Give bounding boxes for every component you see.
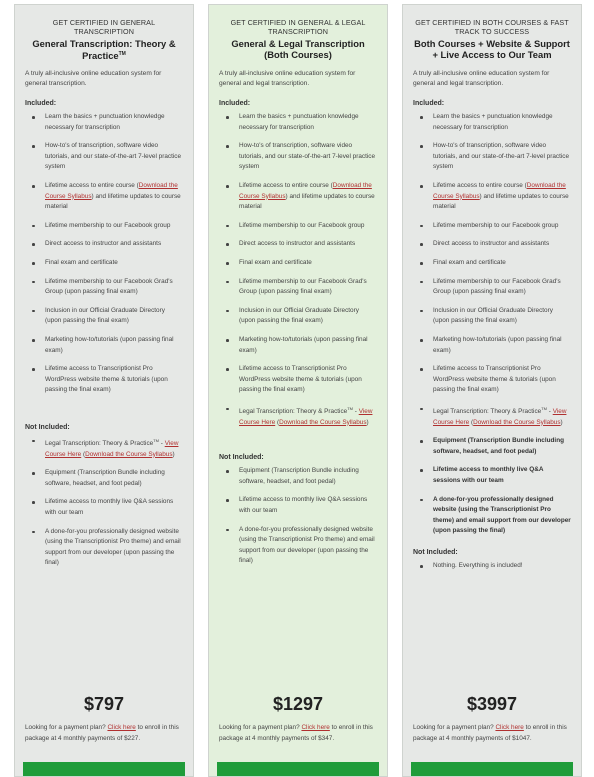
list-item: Lifetime access to monthly live Q&A sessions with our team [413, 465, 571, 486]
not-included-heading: Not Included: [25, 423, 70, 431]
view-course-link[interactable]: View Course Here [239, 408, 373, 426]
list-item: Lifetime membership to our Facebook group [219, 221, 377, 232]
included-list [219, 112, 377, 428]
package-title: General & Legal Transcription (Both Courses) [231, 38, 365, 60]
list-item: How-to's of transcription, software video tutorials, and our state-of-the-art 7-level practice system [219, 141, 377, 173]
not-included-list [25, 436, 183, 569]
list-item: Marketing how-to/tutorials (upon passing final exam) [25, 335, 183, 356]
list-item: Lifetime access to monthly live Q&A sessions with our team [219, 495, 377, 516]
list-item: Lifetime membership to our Facebook group [413, 221, 571, 232]
list-item: Inclusion in our Official Graduate Directory (upon passing the final exam) [219, 306, 377, 327]
payment-plan-link[interactable]: Click here [495, 724, 524, 731]
pricing-column-fast-track [402, 4, 582, 777]
list-item: Legal Transcription: Theory & Practice™ - View Course Here (Download the Course Syllabus) [413, 404, 571, 428]
list-item: Marketing how-to/tutorials (upon passing final exam) [219, 335, 377, 356]
syllabus-link[interactable]: Download the Course Syllabus [85, 450, 173, 458]
included-heading: Included: [413, 100, 445, 107]
included-list [25, 112, 183, 396]
list-item: Direct access to instructor and assistants [25, 239, 183, 250]
list-item: Learn the basics + punctuation knowledge necessary for transcription [413, 112, 571, 133]
view-course-link[interactable]: View Course Here [45, 440, 179, 458]
list-item: Lifetime access to Transcriptionist Pro WordPress website theme & tutorials (upon passing the final exam) [25, 364, 183, 396]
payment-plan-text: Looking for a payment plan? Click here to enroll in this package at 4 monthly payments of $1047. [413, 724, 567, 742]
payment-plan-text: Looking for a payment plan? Click here to enroll in this package at 4 monthly payments of $347. [219, 724, 373, 742]
list-item: Direct access to instructor and assistants [413, 239, 571, 250]
list-item: Lifetime access to Transcriptionist Pro WordPress website theme & tutorials (upon passing the final exam) [219, 364, 377, 396]
price: $797 [83, 694, 125, 714]
syllabus-link[interactable]: Download the Course Syllabus [45, 181, 178, 200]
package-intro: A truly all-inclusive online education system for general and legal transcription. [219, 70, 356, 87]
list-item: Equipment (Transcription Bundle including software, headset, and foot pedal) [25, 468, 183, 489]
list-item: Marketing how-to/tutorials (upon passing final exam) [413, 335, 571, 356]
payment-plan-link[interactable]: Click here [301, 724, 330, 731]
not-included-list [219, 466, 377, 567]
package-title: General Transcription: Theory & Practice™ [32, 38, 176, 62]
enroll-button[interactable] [411, 762, 573, 777]
package-intro: A truly all-inclusive online education system for general and legal transcription. [413, 70, 550, 87]
list-item: Lifetime access to entire course (Download the Course Syllabus) and lifetime updates to course material [25, 181, 183, 213]
syllabus-link[interactable]: Download the Course Syllabus [473, 418, 561, 426]
view-course-link[interactable]: View Course Here [433, 408, 567, 426]
list-item: Final exam and certificate [219, 258, 377, 269]
column-eyebrow: GET CERTIFIED IN BOTH COURSES & FAST TRACK TO SUCCESS [415, 18, 569, 36]
enroll-button[interactable] [217, 762, 379, 777]
list-item: Legal Transcription: Theory & Practice™ - View Course Here (Download the Course Syllabus) [25, 436, 183, 460]
list-item: Lifetime access to monthly live Q&A sessions with our team [25, 497, 183, 518]
list-item: Nothing. Everything is included! [413, 561, 571, 572]
list-item: Legal Transcription: Theory & Practice™ - View Course Here (Download the Course Syllabus) [219, 404, 377, 428]
price: $1297 [272, 694, 324, 714]
list-item: Equipment (Transcription Bundle including software, headset, and foot pedal) [219, 466, 377, 487]
not-included-heading: Not Included: [413, 548, 458, 556]
list-item: A done-for-you professionally designed website (using the Transcriptionist Pro theme) and email support from our developer (upon passing the final) [219, 525, 377, 567]
payment-plan-text: Looking for a payment plan? Click here to enroll in this package at 4 monthly payments of $227. [25, 724, 179, 742]
list-item: Direct access to instructor and assistants [219, 239, 377, 250]
list-item: Lifetime access to Transcriptionist Pro WordPress website theme & tutorials (upon passing the final exam) [413, 364, 571, 396]
list-item: Inclusion in our Official Graduate Directory (upon passing the final exam) [25, 306, 183, 327]
list-item: Learn the basics + punctuation knowledge necessary for transcription [219, 112, 377, 133]
syllabus-link[interactable]: Download the Course Syllabus [433, 181, 566, 200]
list-item: Lifetime membership to our Facebook Grad's Group (upon passing final exam) [219, 277, 377, 298]
list-item: Equipment (Transcription Bundle including software, headset, and foot pedal) [413, 436, 571, 457]
package-title: Both Courses + Website & Support + Live Access to Our Team [414, 38, 570, 60]
enroll-button[interactable] [23, 762, 185, 777]
list-item: A done-for-you professionally designed website (using the Transcriptionist Pro theme) and email support from our developer (upon passing the final) [413, 495, 571, 537]
list-item: Final exam and certificate [25, 258, 183, 269]
included-heading: Included: [219, 100, 251, 107]
pricing-column-general [14, 4, 194, 777]
list-item: Learn the basics + punctuation knowledge necessary for transcription [25, 112, 183, 133]
not-included-heading: Not Included: [219, 454, 264, 462]
list-item: Lifetime access to entire course (Download the Course Syllabus) and lifetime updates to course material [219, 181, 377, 213]
list-item: A done-for-you professionally designed website (using the Transcriptionist Pro theme) and email support from our developer (upon passing the final) [25, 527, 183, 569]
column-eyebrow: GET CERTIFIED IN GENERAL & LEGAL TRANSCRIPTION [230, 18, 366, 36]
included-list [413, 112, 571, 537]
included-heading: Included: [25, 100, 57, 107]
list-item: Lifetime membership to our Facebook group [25, 221, 183, 232]
not-included-list [413, 561, 571, 572]
list-item: Final exam and certificate [413, 258, 571, 269]
syllabus-link[interactable]: Download the Course Syllabus [279, 418, 367, 426]
payment-plan-link[interactable]: Click here [107, 724, 136, 731]
list-item: Lifetime access to entire course (Download the Course Syllabus) and lifetime updates to course material [413, 181, 571, 213]
pricing-column-general-legal [208, 4, 388, 777]
column-eyebrow: GET CERTIFIED IN GENERAL TRANSCRIPTION [52, 18, 156, 36]
list-item: Lifetime membership to our Facebook Grad's Group (upon passing final exam) [25, 277, 183, 298]
list-item: How-to's of transcription, software video tutorials, and our state-of-the-art 7-level practice system [25, 141, 183, 173]
price: $3997 [466, 694, 518, 714]
syllabus-link[interactable]: Download the Course Syllabus [239, 181, 372, 200]
list-item: How-to's of transcription, software video tutorials, and our state-of-the-art 7-level practice system [413, 141, 571, 173]
list-item: Inclusion in our Official Graduate Directory (upon passing the final exam) [413, 306, 571, 327]
list-item: Lifetime membership to our Facebook Grad's Group (upon passing final exam) [413, 277, 571, 298]
package-intro: A truly all-inclusive online education system for general transcription. [25, 70, 162, 87]
